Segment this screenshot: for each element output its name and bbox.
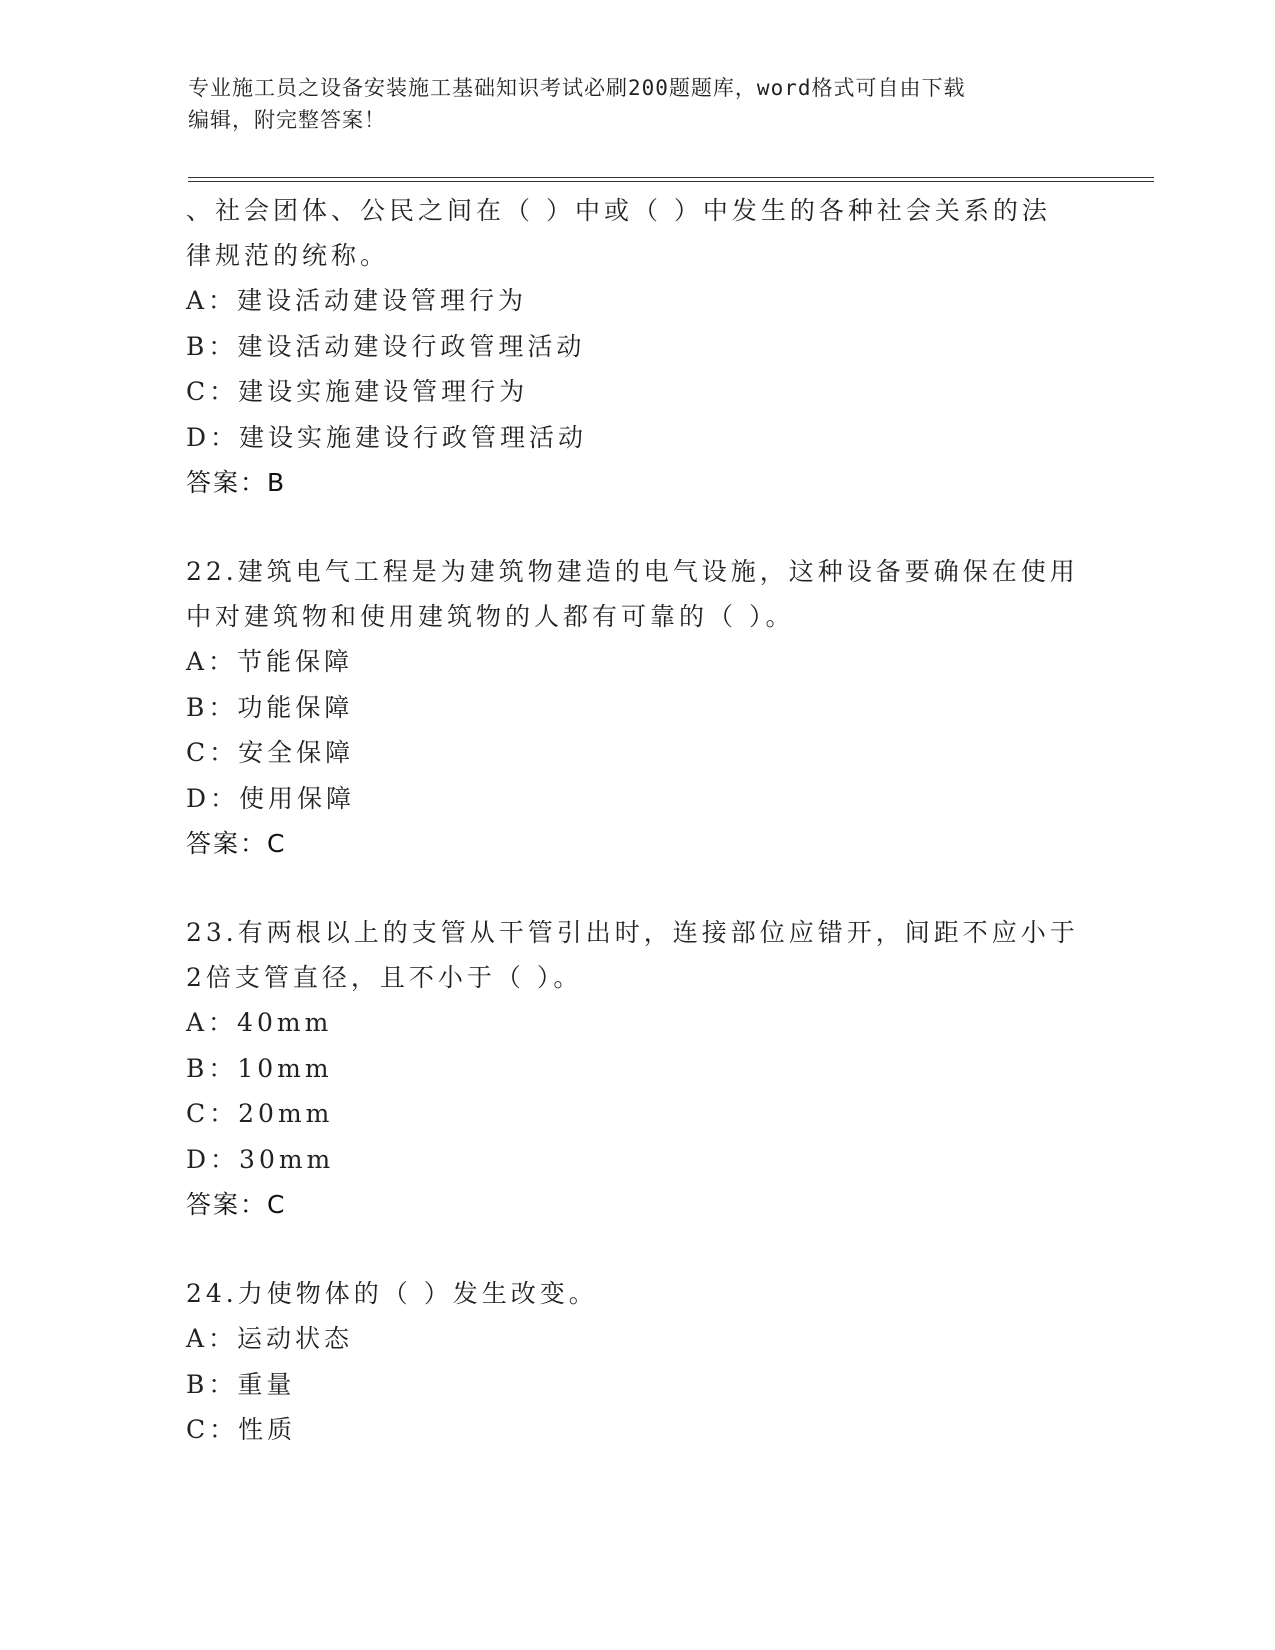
question-block-21	[186, 188, 1086, 505]
option-d: D：使用保障	[186, 783, 356, 813]
option-a: A：运动状态	[186, 1324, 354, 1353]
question-block-23	[186, 910, 1086, 1227]
option-b: B：功能保障	[186, 692, 354, 722]
question-text-line: 22.建筑电气工程是为建筑物建造的电气设施，这种设备要确保在使用	[186, 557, 1079, 586]
option-a: A：建设活动建设管理行为	[186, 286, 528, 315]
option-c: C：性质	[186, 1415, 297, 1444]
option-b: B：10mm	[186, 1053, 333, 1083]
answer-line: 答案：B	[186, 468, 287, 497]
option-c: C：安全保障	[186, 738, 355, 767]
option-d: D：30mm	[186, 1144, 335, 1174]
option-a: A：40mm	[186, 1008, 333, 1037]
question-text-line: 中对建筑物和使用建筑物的人都有可靠的（ ）。	[186, 602, 795, 631]
answer-line: 答案：C	[186, 829, 287, 858]
question-block-24	[186, 1271, 1086, 1453]
option-b: B：建设活动建设行政管理活动	[186, 331, 586, 361]
option-c: C：20mm	[186, 1099, 334, 1128]
question-text-line: 、社会团体、公民之间在（ ）中或（ ）中发生的各种社会关系的法	[186, 196, 1051, 225]
option-c: C：建设实施建设管理行为	[186, 377, 529, 406]
document-header	[188, 72, 1068, 136]
header-title-line-1: 专业施工员之设备安装施工基础知识考试必刷200题题库，word格式可自由下载	[188, 76, 966, 100]
question-list	[186, 188, 1086, 1453]
header-divider-bottom	[188, 181, 1154, 182]
question-text-line: 24.力使物体的（ ）发生改变。	[186, 1279, 598, 1308]
question-text-line: 2倍支管直径，且不小于（ ）。	[186, 963, 583, 992]
option-b: B：重量	[186, 1369, 296, 1399]
question-text-line: 23.有两根以上的支管从干管引出时，连接部位应错开，间距不应小于	[186, 918, 1079, 947]
header-divider-top	[188, 177, 1154, 178]
option-d: D：建设实施建设行政管理活动	[186, 422, 588, 452]
question-text-line: 律规范的统称。	[186, 241, 390, 270]
question-block-22	[186, 549, 1086, 866]
option-a: A：节能保障	[186, 647, 354, 676]
header-title-line-2: 编辑，附完整答案！	[188, 108, 386, 132]
answer-line: 答案：C	[186, 1190, 287, 1219]
